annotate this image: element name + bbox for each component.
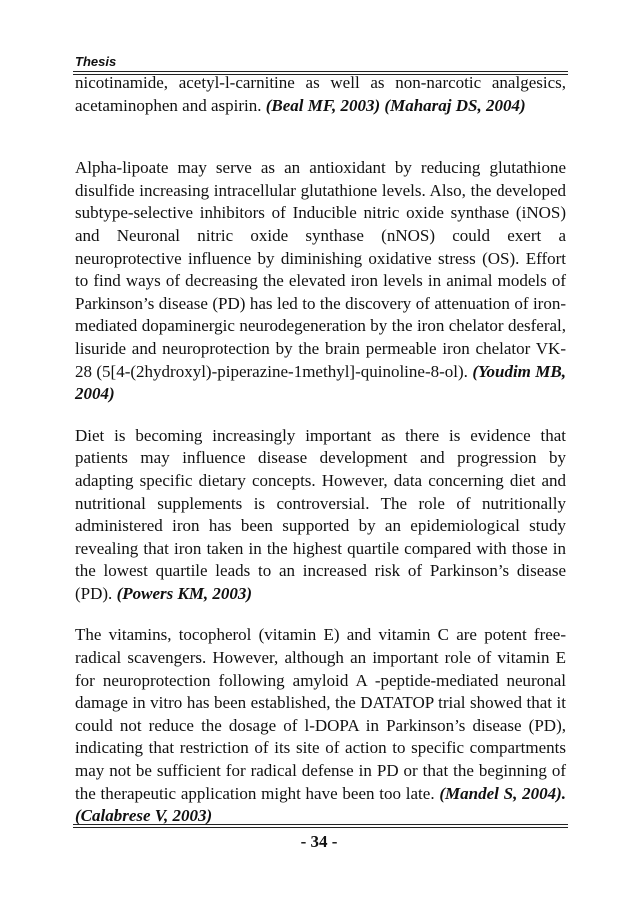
paragraph-2 <box>75 157 566 406</box>
citation: (Mandel S, 2004).(Calabrese V, 2003) <box>75 783 567 826</box>
footer-rule <box>73 824 568 825</box>
running-header: Thesis <box>75 54 117 69</box>
citation: (Beal MF, 2003) (Maharaj DS, 2004) <box>265 95 526 115</box>
paragraph-text: Diet is becoming increasingly important as there is evidence that patients may influence disease development and progression by adapting specific dietary concepts. However, data concerning diet and nutritional supplements is controversial. The role of nutritionally administered iron has been supported by an epidemiological study revealing that iron taken in the highest quartile compared with those in the lowest quartile leads to an increased risk of Parkinson’s disease (PD). <box>75 425 566 603</box>
page-number: - 34 - <box>300 832 338 851</box>
citation: (Powers KM, 2003) <box>116 583 253 603</box>
paragraph-3 <box>75 425 566 606</box>
paragraph-text: The vitamins, tocopherol (vitamin E) and vitamin C are potent free-radical scavengers. However, although an important role of vitamin E for neuroprotection following amyloid A -peptide-mediated neuronal damage in vitro has been established, the DATATOP trial showed that it could not reduce the dosage of l-DOPA in Parkinson’s disease (PD), indicating that restriction of its site of action to specific compartments may not be sufficient for radical defense in PD or that the beginning of the therapeutic application might have been too late. <box>75 625 566 803</box>
body-text <box>75 72 566 828</box>
paragraph-text: nicotinamide, acetyl-l-carnitine as well as non-narcotic analgesics, acetaminophen and aspirin. <box>75 73 566 115</box>
footer-rule <box>73 827 568 828</box>
citation: (Youdim MB, 2004) <box>75 361 566 404</box>
paragraph-1 <box>75 72 566 117</box>
paragraph-4 <box>75 624 566 827</box>
paragraph-text: Alpha-lipoate may serve as an antioxidant by reducing glutathione disulfide increasing intracellular glutathione levels. Also, the developed subtype-selective inhibitors of Inducible nitric oxide synthase (iNOS) and Neuronal nitric oxide synthase (nNOS) could exert a neuroprotective influence by diminishing oxidative stress (OS). Effort to find ways of decreasing the elevated iron levels in animal models of Parkinson’s disease (PD) has led to the discovery of attenuation of iron-mediated dopaminergic neurodegeneration by the iron chelator desferal, lisuride and neuroprotection by the brain permeable iron chelator VK-28 (5[4-(2hydroxyl)-piperazine-1methyl]-quinoline-8-ol). <box>75 158 566 381</box>
